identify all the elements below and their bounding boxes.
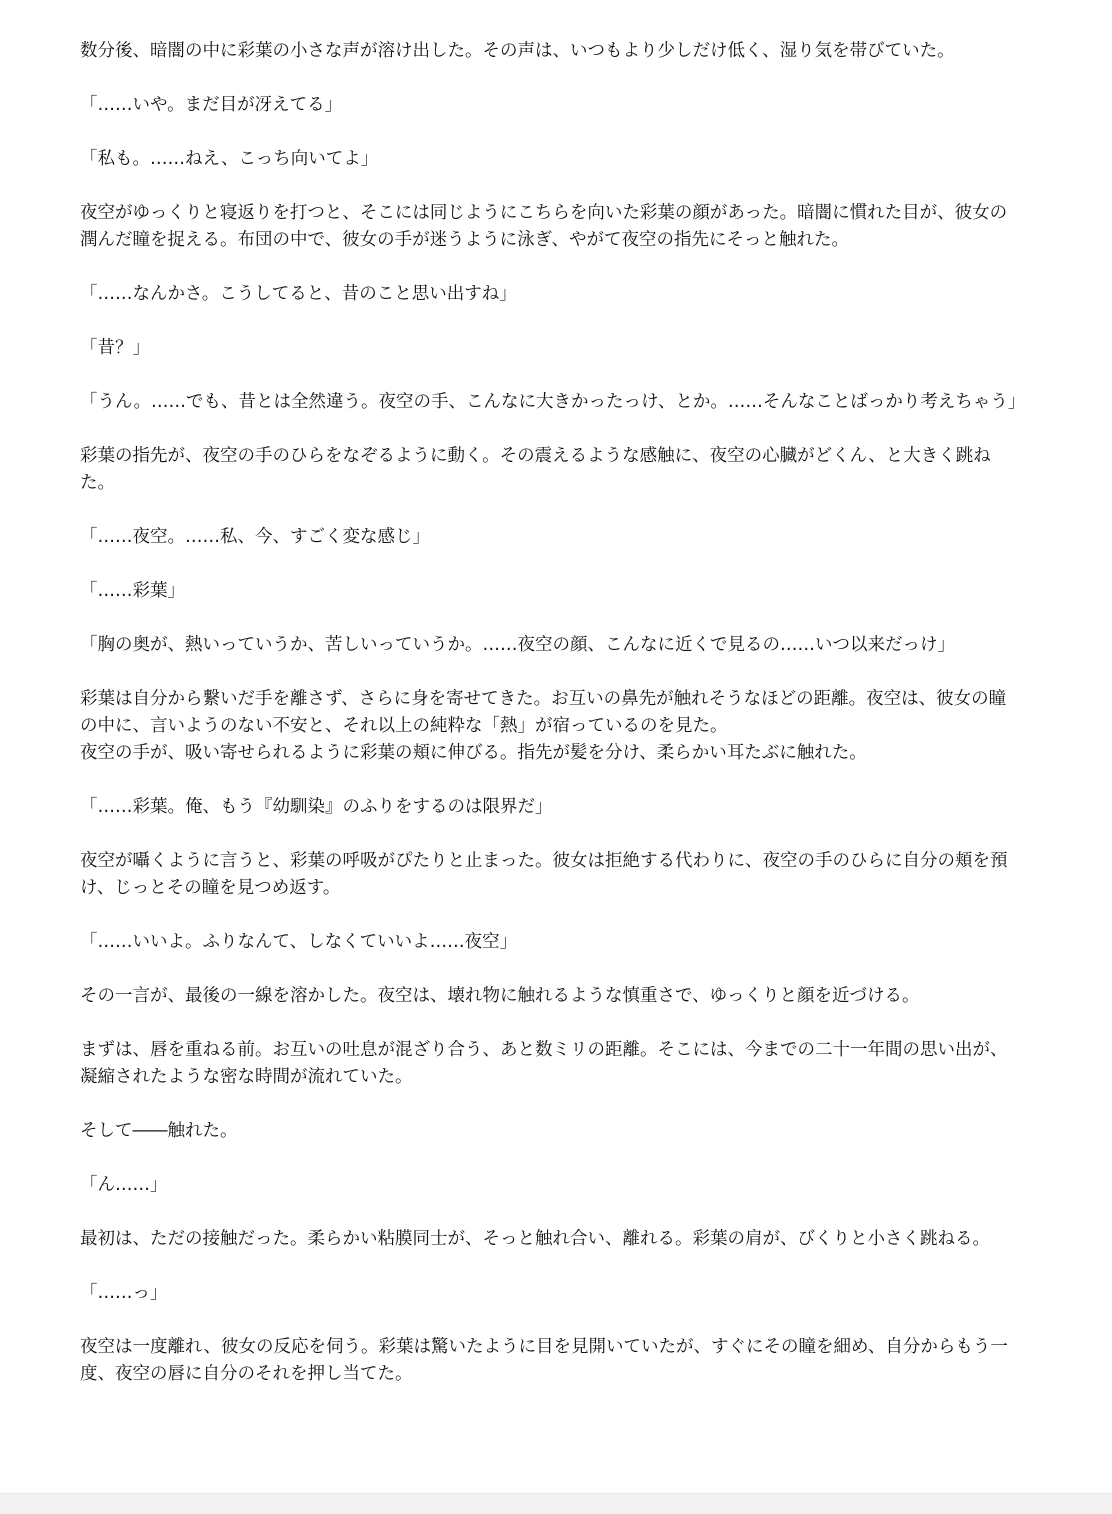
- paragraph: 最初は、ただの接触だった。柔らかい粘膜同士が、そっと触れ合い、離れる。彩葉の肩が、びくりと小さく跳ねる。: [80, 1229, 990, 1249]
- paragraph: 「胸の奥が、熱いっていうか、苦しいっていうか。……夜空の顔、こんなに近くで見るの……いつ以来だっけ」: [80, 635, 955, 655]
- paragraph: 「ん……」: [80, 1175, 168, 1195]
- paragraph: 彩葉は自分から繋いだ手を離さず、さらに身を寄せてきた。お互いの鼻先が触れそうなほどの距離。夜空は、彼女の瞳の中に、言いようのない不安と、それ以上の純粋な「熱」が宿っているのを見た。 夜空の手が、吸い寄せられるように彩葉の頬に伸びる。指先が髪を分け、柔らかい耳たぶに触れた。: [80, 689, 1007, 763]
- document-body: [80, 38, 1026, 1415]
- paragraph: 「……彩葉」: [80, 581, 185, 601]
- paragraph: 「……っ」: [80, 1283, 168, 1303]
- paragraph: 「……彩葉。俺、もう『幼馴染』のふりをするのは限界だ」: [80, 797, 553, 817]
- paragraph: その一言が、最後の一線を溶かした。夜空は、壊れ物に触れるような慎重さで、ゆっくりと顔を近づける。: [80, 986, 920, 1006]
- paragraph: そして――触れた。: [80, 1121, 238, 1141]
- paragraph: 「……いいよ。ふりなんて、しなくていいよ……夜空」: [80, 932, 518, 952]
- paragraph: 「……なんかさ。こうしてると、昔のこと思い出すね」: [80, 284, 517, 304]
- paragraph: 「……夜空。……私、今、すごく変な感じ」: [80, 527, 430, 547]
- paragraph: 夜空は一度離れ、彼女の反応を伺う。彩葉は驚いたように目を見開いていたが、すぐにその瞳を細め、自分からもう一度、夜空の唇に自分のそれを押し当てた。: [80, 1337, 1008, 1384]
- paragraph: 「……いや。まだ目が冴えてる」: [80, 95, 343, 115]
- paragraph: まずは、唇を重ねる前。お互いの吐息が混ざり合う、あと数ミリの距離。そこには、今までの二十一年間の思い出が、凝縮されたような密な時間が流れていた。: [80, 1040, 1008, 1087]
- paragraph: 彩葉の指先が、夜空の手のひらをなぞるように動く。その震えるような感触に、夜空の心臓がどくん、と大きく跳ねた。: [80, 446, 991, 493]
- paragraph: 「昔？」: [80, 338, 150, 358]
- page-bottom-band: [0, 1493, 1112, 1514]
- paragraph: 夜空が囁くように言うと、彩葉の呼吸がぴたりと止まった。彼女は拒絶する代わりに、夜空の手のひらに自分の頬を預け、じっとその瞳を見つめ返す。: [80, 851, 1008, 898]
- paragraph: 「うん。……でも、昔とは全然違う。夜空の手、こんなに大きかったっけ、とか。……そんなことばっかり考えちゃう」: [80, 392, 1026, 412]
- paragraph: 「私も。……ねえ、こっち向いてよ」: [80, 149, 379, 169]
- paragraph: 夜空がゆっくりと寝返りを打つと、そこには同じようにこちらを向いた彩葉の顔があった。暗闇に慣れた目が、彼女の潤んだ瞳を捉える。布団の中で、彼女の手が迷うように泳ぎ、やがて夜空の指先にそっと触れた。: [80, 203, 1008, 250]
- paragraph: 数分後、暗闇の中に彩葉の小さな声が溶け出した。その声は、いつもより少しだけ低く、湿り気を帯びていた。: [80, 41, 955, 61]
